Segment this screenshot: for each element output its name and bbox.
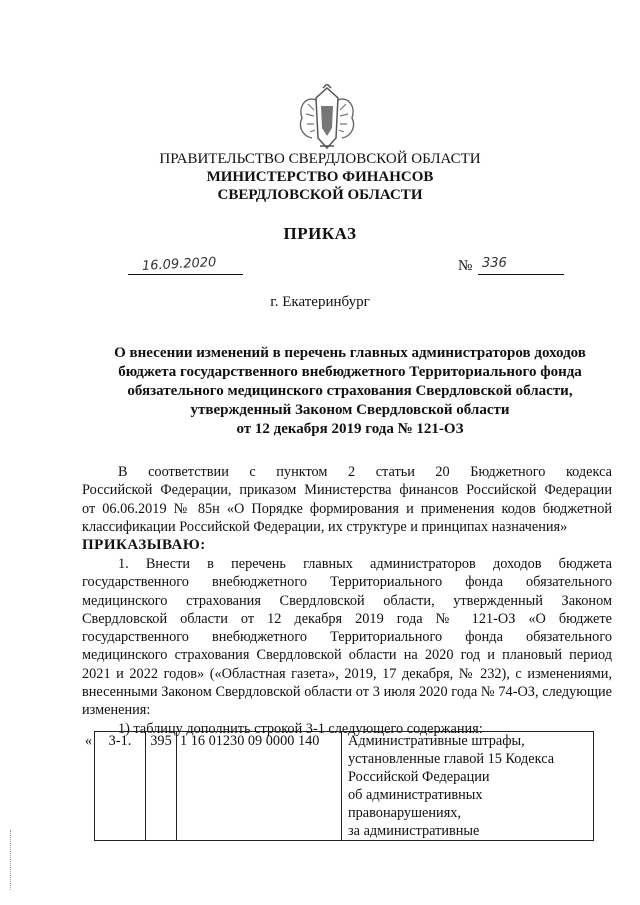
number-label: № — [458, 258, 473, 274]
ministry-name-line2: СВЕРДЛОВСКОЙ ОБЛАСТИ — [217, 187, 423, 203]
item-1-line: Свердловской области от 12 декабря 2019 года № 121-ОЗ «О бюджете — [82, 610, 612, 627]
ministry-name-line1: МИНИСТЕРСТВО ФИНАНСОВ — [206, 169, 434, 185]
item-1-line: изменения: — [82, 702, 151, 719]
preamble-line: Российской Федерации, приказом Министерства финансов Российской Федерации — [82, 482, 612, 499]
subject-line: от 12 декабря 2019 года № 121-ОЗ — [236, 421, 464, 437]
item-1-line: внесенными Законом Свердловской области от 3 июля 2020 года № 74-ОЗ, следующие — [82, 684, 612, 701]
number-field — [478, 256, 564, 275]
scan-margin-mark — [10, 830, 12, 890]
item-1-line: 1. Внести в перечень главных администраторов доходов бюджета — [118, 556, 612, 572]
description-line: Российской Федерации — [348, 769, 490, 785]
preamble-paragraph — [82, 463, 612, 536]
subject-line: О внесении изменений в перечень главных администраторов доходов — [114, 345, 586, 361]
item-1-line: государственного внебюджетного Территориального фонда обязательного — [82, 574, 612, 591]
city: г. Екатеринбург — [270, 294, 370, 310]
preamble-line: классификации Российской Федерации, их структуре и принципах назначения» — [82, 518, 568, 535]
subitem-1: 1) таблицу дополнить строкой 3-1 следующего содержания: — [118, 720, 483, 737]
preamble-line: В соответствии с пунктом 2 статьи 20 Бюджетного кодекса — [118, 464, 612, 480]
item-1-paragraph — [82, 555, 612, 738]
description-line: за административные — [348, 823, 480, 839]
document-title: ПРИКАЗ — [283, 224, 357, 243]
subject-heading — [80, 344, 620, 439]
admin-code-cell: 395 — [146, 732, 177, 841]
item-1-line: медицинского страхования Свердловской области на 2020 год и плановый период — [82, 647, 612, 664]
subject-line: утвержденный Законом Свердловской области — [190, 402, 510, 418]
row-number-cell: 3-1. — [95, 732, 146, 841]
subject-line: обязательного медицинского страхования Свердловской области, — [127, 383, 573, 399]
date-field — [128, 256, 243, 275]
description-line: установленные главой 15 Кодекса — [348, 751, 555, 767]
open-quote: « — [84, 732, 92, 749]
order-word: ПРИКАЗЫВАЮ: — [82, 537, 206, 553]
description-line: правонарушениях, — [348, 805, 462, 821]
insertion-table — [80, 731, 594, 841]
order-date: 16.09.2020 — [141, 255, 217, 274]
order-number: 336 — [482, 256, 507, 271]
table-row — [80, 732, 594, 841]
item-1-line: медицинского страхования Свердловской области, утвержденный Законом — [82, 592, 612, 609]
preamble-line: от 06.06.2019 № 85н «О Порядке формирования и применения кодов бюджетной — [82, 500, 612, 517]
subject-line: бюджета государственного внебюджетного Территориального фонда — [118, 364, 582, 380]
item-1-line: государственного внебюджетного Территориального фонда обязательного — [82, 629, 612, 646]
description-line: Административные штрафы, — [348, 733, 525, 749]
description-line: об административных — [348, 787, 483, 803]
item-1-line: 2021 и 2022 годов» («Областная газета», 2019, 17 декабря, № 232), с изменениями, — [82, 665, 612, 682]
description-cell — [342, 732, 594, 841]
income-code-cell: 1 16 01230 09 0000 140 — [177, 732, 342, 841]
government-name: ПРАВИТЕЛЬСТВО СВЕРДЛОВСКОЙ ОБЛАСТИ — [159, 151, 481, 167]
coat-of-arms-icon — [292, 84, 362, 152]
